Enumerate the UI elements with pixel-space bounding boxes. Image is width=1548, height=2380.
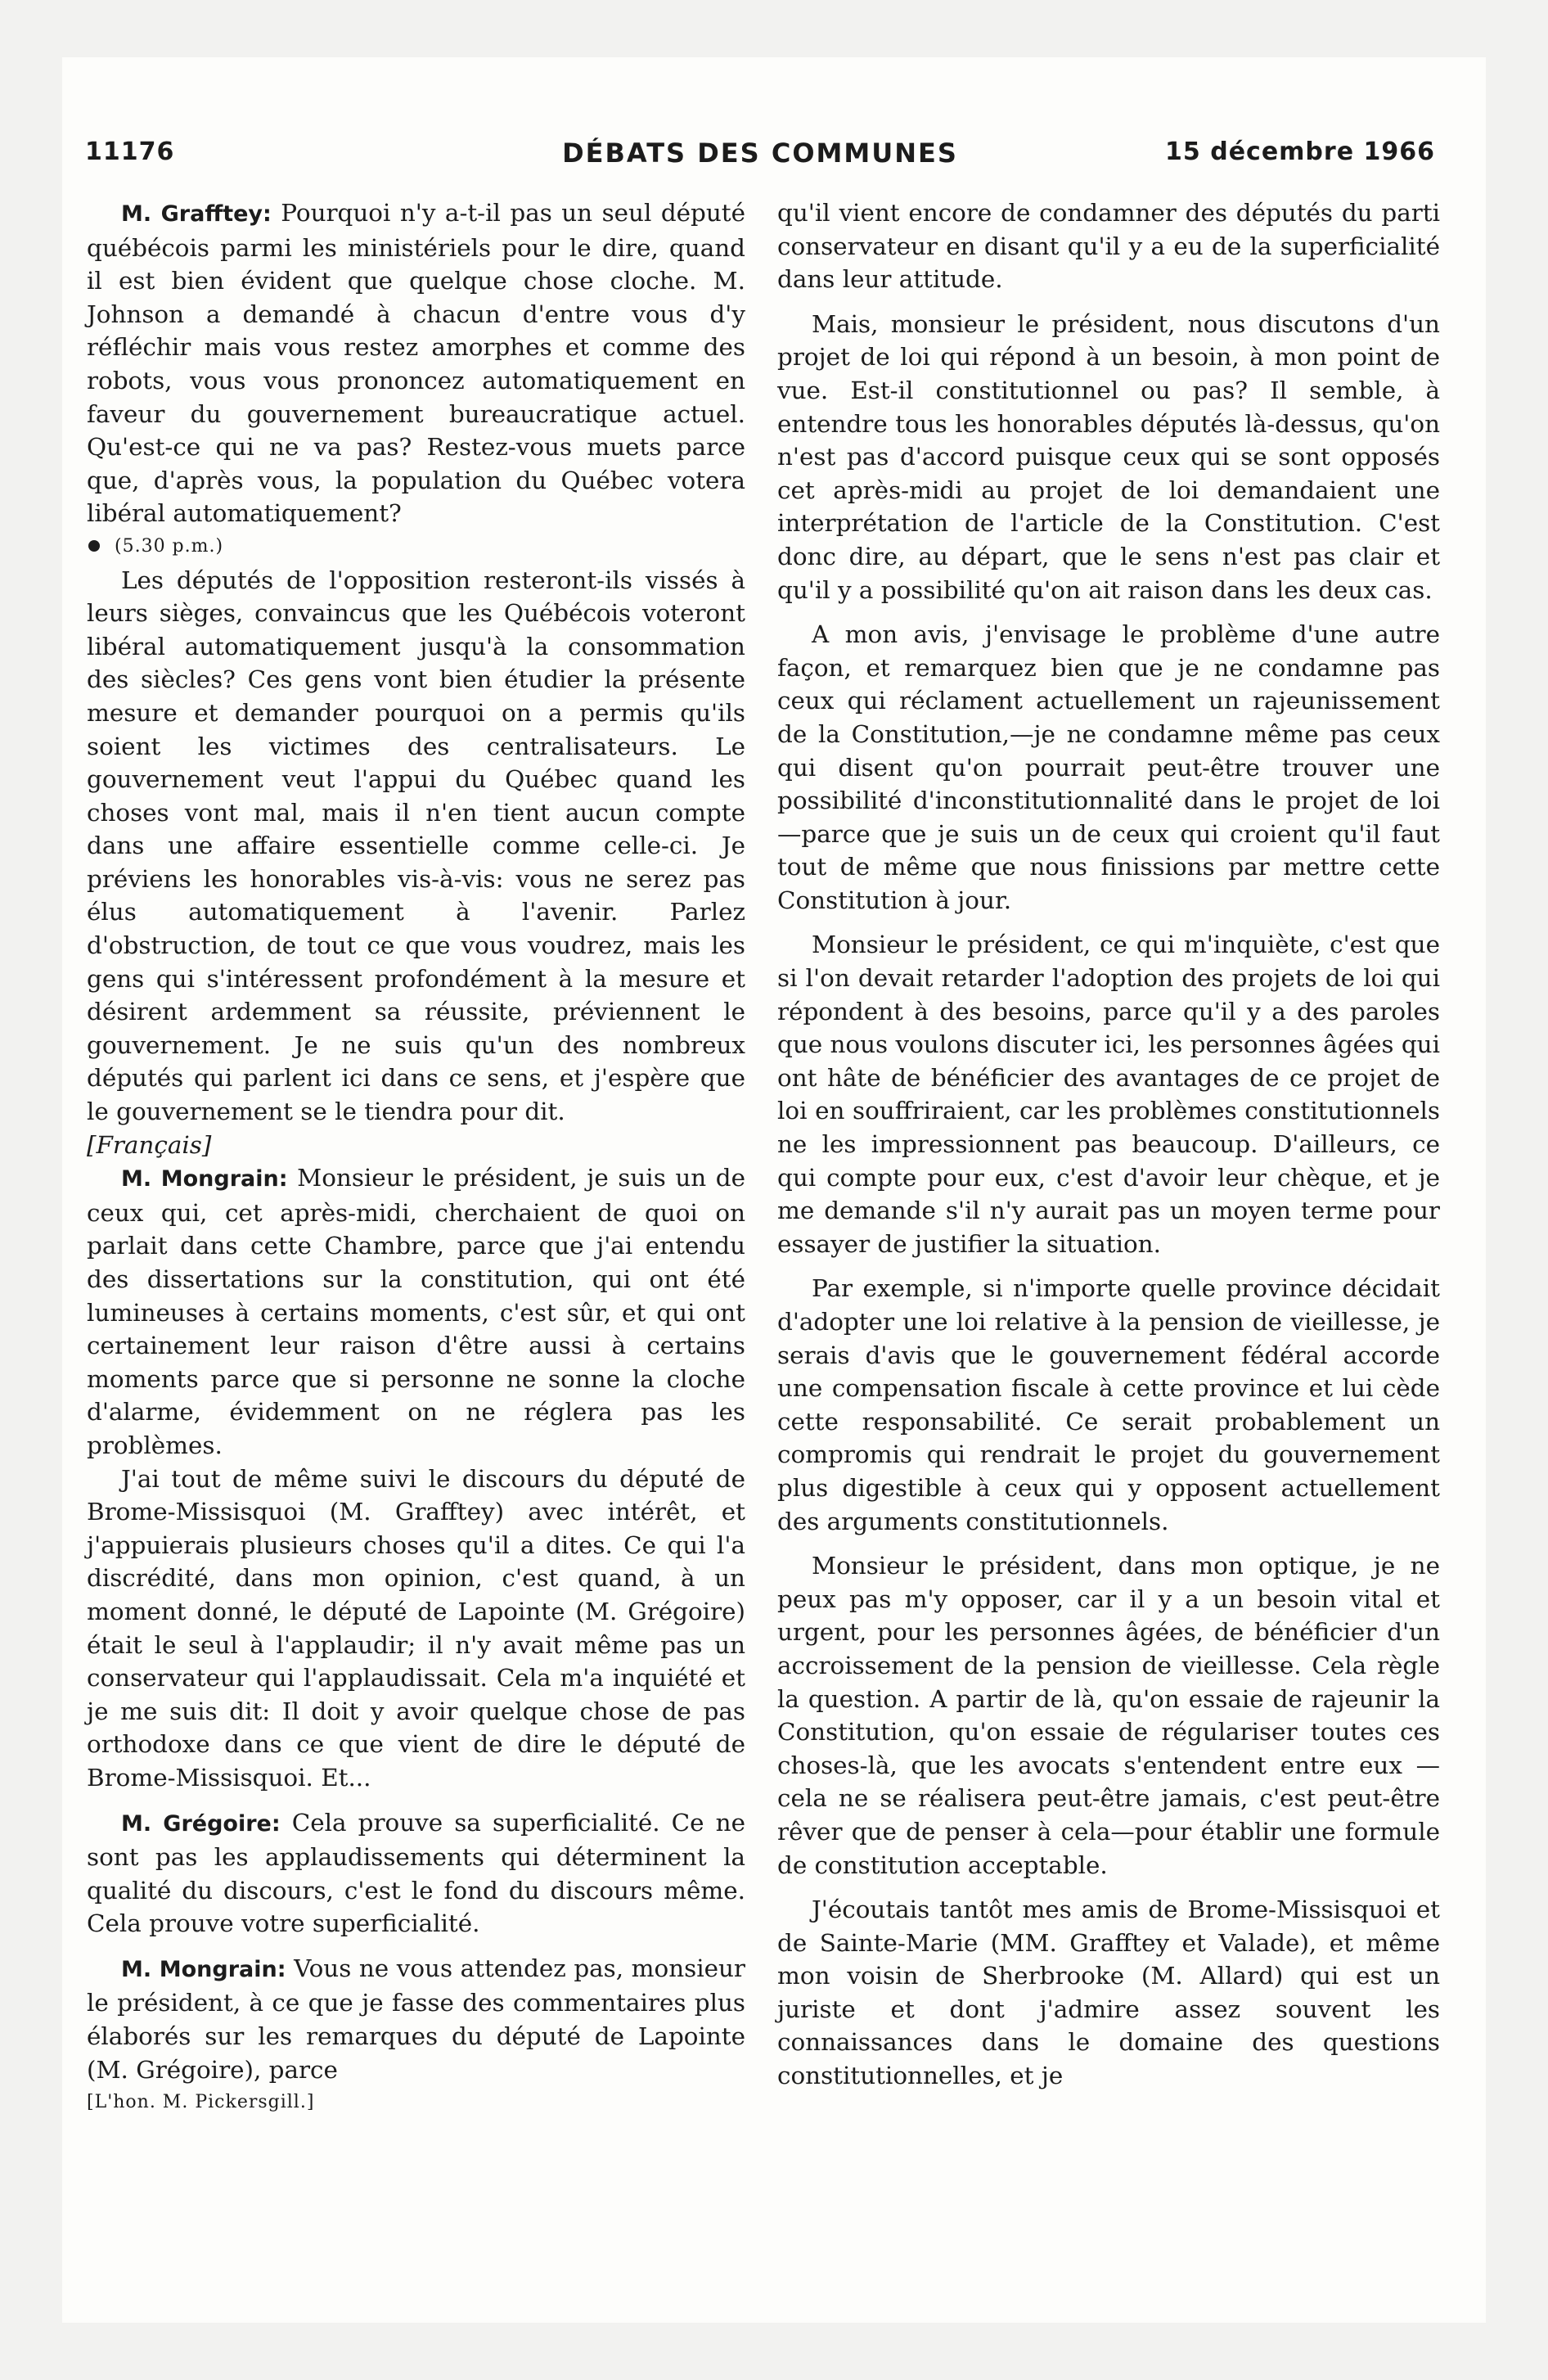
speaker-name: M. Grafftey: (121, 201, 272, 227)
time-text: (5.30 p.m.) (115, 535, 224, 557)
paragraph: Les députés de l'opposition resteront-ils vissés à leurs sièges, convaincus que les Québécois voteront libéral automatiquement jusqu'à la consommation des siècles? Ces gens vont bien étudier la présente mesure et demander pourquoi on a permis qu'ils soient les victimes des centralisateurs. Le gouvernement veut l'appui du Québec quand les choses vont mal, mais il n'en tient aucun compte dans une affaire essentielle comme celle-ci. Je préviens les honorables vis-à-vis: vous ne serez pas élus automatiquement à l'avenir. Parlez d'obstruction, de tout ce que vous voudrez, mais les gens qui s'intéressent profondément à la mesure et désirent ardemment sa réussite, préviennent le gouvernement. Je ne suis qu'un des nombreux députés qui parlent ici dans ce sens, et j'espère que le gouvernement se le tiendra pour dit. (87, 566, 745, 1126)
speech-text: Pourquoi n'y a-t-il pas un seul député québécois parmi les ministériels pour le dire, quand il est bien évident que quelque chose cloche. M. Johnson a demandé à chacun d'entre vous d'y réfléchir mais vous restez amorphes et comme des robots, vous vous prononcez automatiquement en faveur du gouvernement bureaucratique actuel. Qu'est-ce qui ne va pas? Restez-vous muets parce que, d'après vous, la population du Québec votera libéral automatiquement? (87, 199, 745, 528)
paragraph (87, 1952, 745, 2086)
bullet-icon (88, 540, 100, 552)
paragraph (87, 1161, 745, 1462)
paragraph: Mais, monsieur le président, nous discutons d'un projet de loi qui répond à un besoin, à mon point de vue. Est-il constitutionnel ou pas? Il semble, à entendre tous les honorables députés là-dessus, qu'on n'est pas d'accord puisque ceux qui se sont opposés cet après-midi au projet de loi demandaient une interprétation de l'article de la Constitution. C'est donc dire, au départ, que le sens n'est pas clair et qu'il y a possibilité qu'on ait raison dans les deux cas. (777, 309, 1440, 604)
paragraph (87, 196, 745, 530)
paragraph: A mon avis, j'envisage le problème d'une autre façon, et remarquez bien que je ne condamne pas ceux qui réclament actuellement un rajeunissement de la Constitution,—je ne condamne même pas ceux qui disent qu'on pourrait peut-être trouver une possibilité d'inconstitutionnalité dans le projet de loi—parce que je suis un de ceux qui croient qu'il faut tout de même que nous finissions par mettre cette Constitution à jour. (777, 620, 1440, 914)
page-title: DÉBATS DES COMMUNES (562, 137, 958, 169)
paragraph: qu'il vient encore de condamner des députés du parti conservateur en disant qu'il y a eu de la superficialité dans leur attitude. (777, 199, 1440, 294)
left-column (87, 196, 745, 2120)
speaker-name: M. Mongrain: (121, 1956, 286, 1982)
language-marker: [Français] (87, 1130, 212, 1159)
paragraph: Monsieur le président, ce qui m'inquiète, c'est que si l'on devait retarder l'adoption des projets de loi qui répondent à des besoins, parce qu'il y a des paroles que nous voulons discuter ici, les personnes âgées qui ont hâte de bénéficier des avantages de ce projet de loi en souffriraient, car les problèmes constitutionnels ne les impressionnent pas beaucoup. D'ailleurs, ce qui compte pour eux, c'est d'avoir leur chèque, et je me demande s'il n'y aurait pas un moyen terme pour essayer de justifier la situation. (777, 931, 1440, 1258)
paragraph: Monsieur le président, dans mon optique, je ne peux pas m'y opposer, car il y a un besoin vital et urgent, pour les personnes âgées, de bénéficier d'un accroissement de la pension de vieillesse. Cela règle la question. A partir de là, qu'on essaie de rajeunir la Constitution, qu'on essaie de régulariser toutes ces choses-là, que les avocats s'entendent entre eux —cela ne se réalisera peut-être jamais, c'est peut-être rêver que de penser à cela—pour établir une formule de constitution acceptable. (777, 1552, 1440, 1879)
footer-note: [L'hon. M. Pickersgill.] (87, 2092, 315, 2113)
speaker-name: M. Mongrain: (121, 1166, 288, 1192)
paragraph: Par exemple, si n'importe quelle province décidait d'adopter une loi relative à la pension de vieillesse, je serais d'avis que le gouvernement fédéral accorde une compensation fiscale à cette province et lui cède cette responsabilité. Ce serait probablement un compromis qui rendrait le projet du gouvernement plus digestible à ceux qui y opposent actuellement des arguments constitutionnels. (777, 1274, 1440, 1535)
page-number: 11176 (85, 137, 175, 166)
page-header (85, 137, 1435, 178)
page-date: 15 décembre 1966 (1165, 137, 1435, 166)
speech-text: Vous ne vous attendez pas, monsieur le président, à ce que je fasse des commentaires plus élaborés sur les remarques du député de Lapointe (M. Grégoire), parce (87, 1954, 745, 2084)
paragraph: J'écoutais tantôt mes amis de Brome-Missisquoi et de Sainte-Marie (MM. Grafftey et Valade), et même mon voisin de Sherbrooke (M. Allard) qui est un juriste et dont j'admire assez souvent les connaissances dans le domaine des questions constitutionnelles, et je (777, 1895, 1440, 2090)
time-marker (87, 530, 745, 564)
paragraph (87, 1806, 745, 1941)
right-column (777, 196, 1440, 2093)
speech-text: Monsieur le président, je suis un de ceux qui, cet après-midi, cherchaient de quoi on parlait dans cette Chambre, parce que j'ai entendu des dissertations sur la constitution, qui ont été lumineuses à certains moments, c'est sûr, et qui ont certainement leur raison d'être aussi à certains moments parce que si personne ne sonne la cloche d'alarme, évidemment on ne réglera pas les problèmes. (87, 1164, 745, 1459)
speech-text: Cela prouve sa superficialité. Ce ne sont pas les applaudissements qui déterminent la qualité du discours, c'est le fond du discours même. Cela prouve votre superficialité. (87, 1808, 745, 1938)
paragraph: J'ai tout de même suivi le discours du député de Brome-Missisquoi (M. Grafftey) avec intérêt, et j'appuierais plusieurs choses qu'il a dites. Ce qui l'a discrédité, dans mon opinion, c'est quand, à un moment donné, le député de Lapointe (M. Grégoire) était le seul à l'applaudir; il n'y avait même pas un conservateur qui l'applaudissait. Cela m'a inquiété et je me suis dit: Il doit y avoir quelque chose de pas orthodoxe dans ce que vient de dire le député de Brome-Missisquoi. Et... (87, 1464, 745, 1792)
speaker-name: M. Grégoire: (121, 1810, 281, 1837)
